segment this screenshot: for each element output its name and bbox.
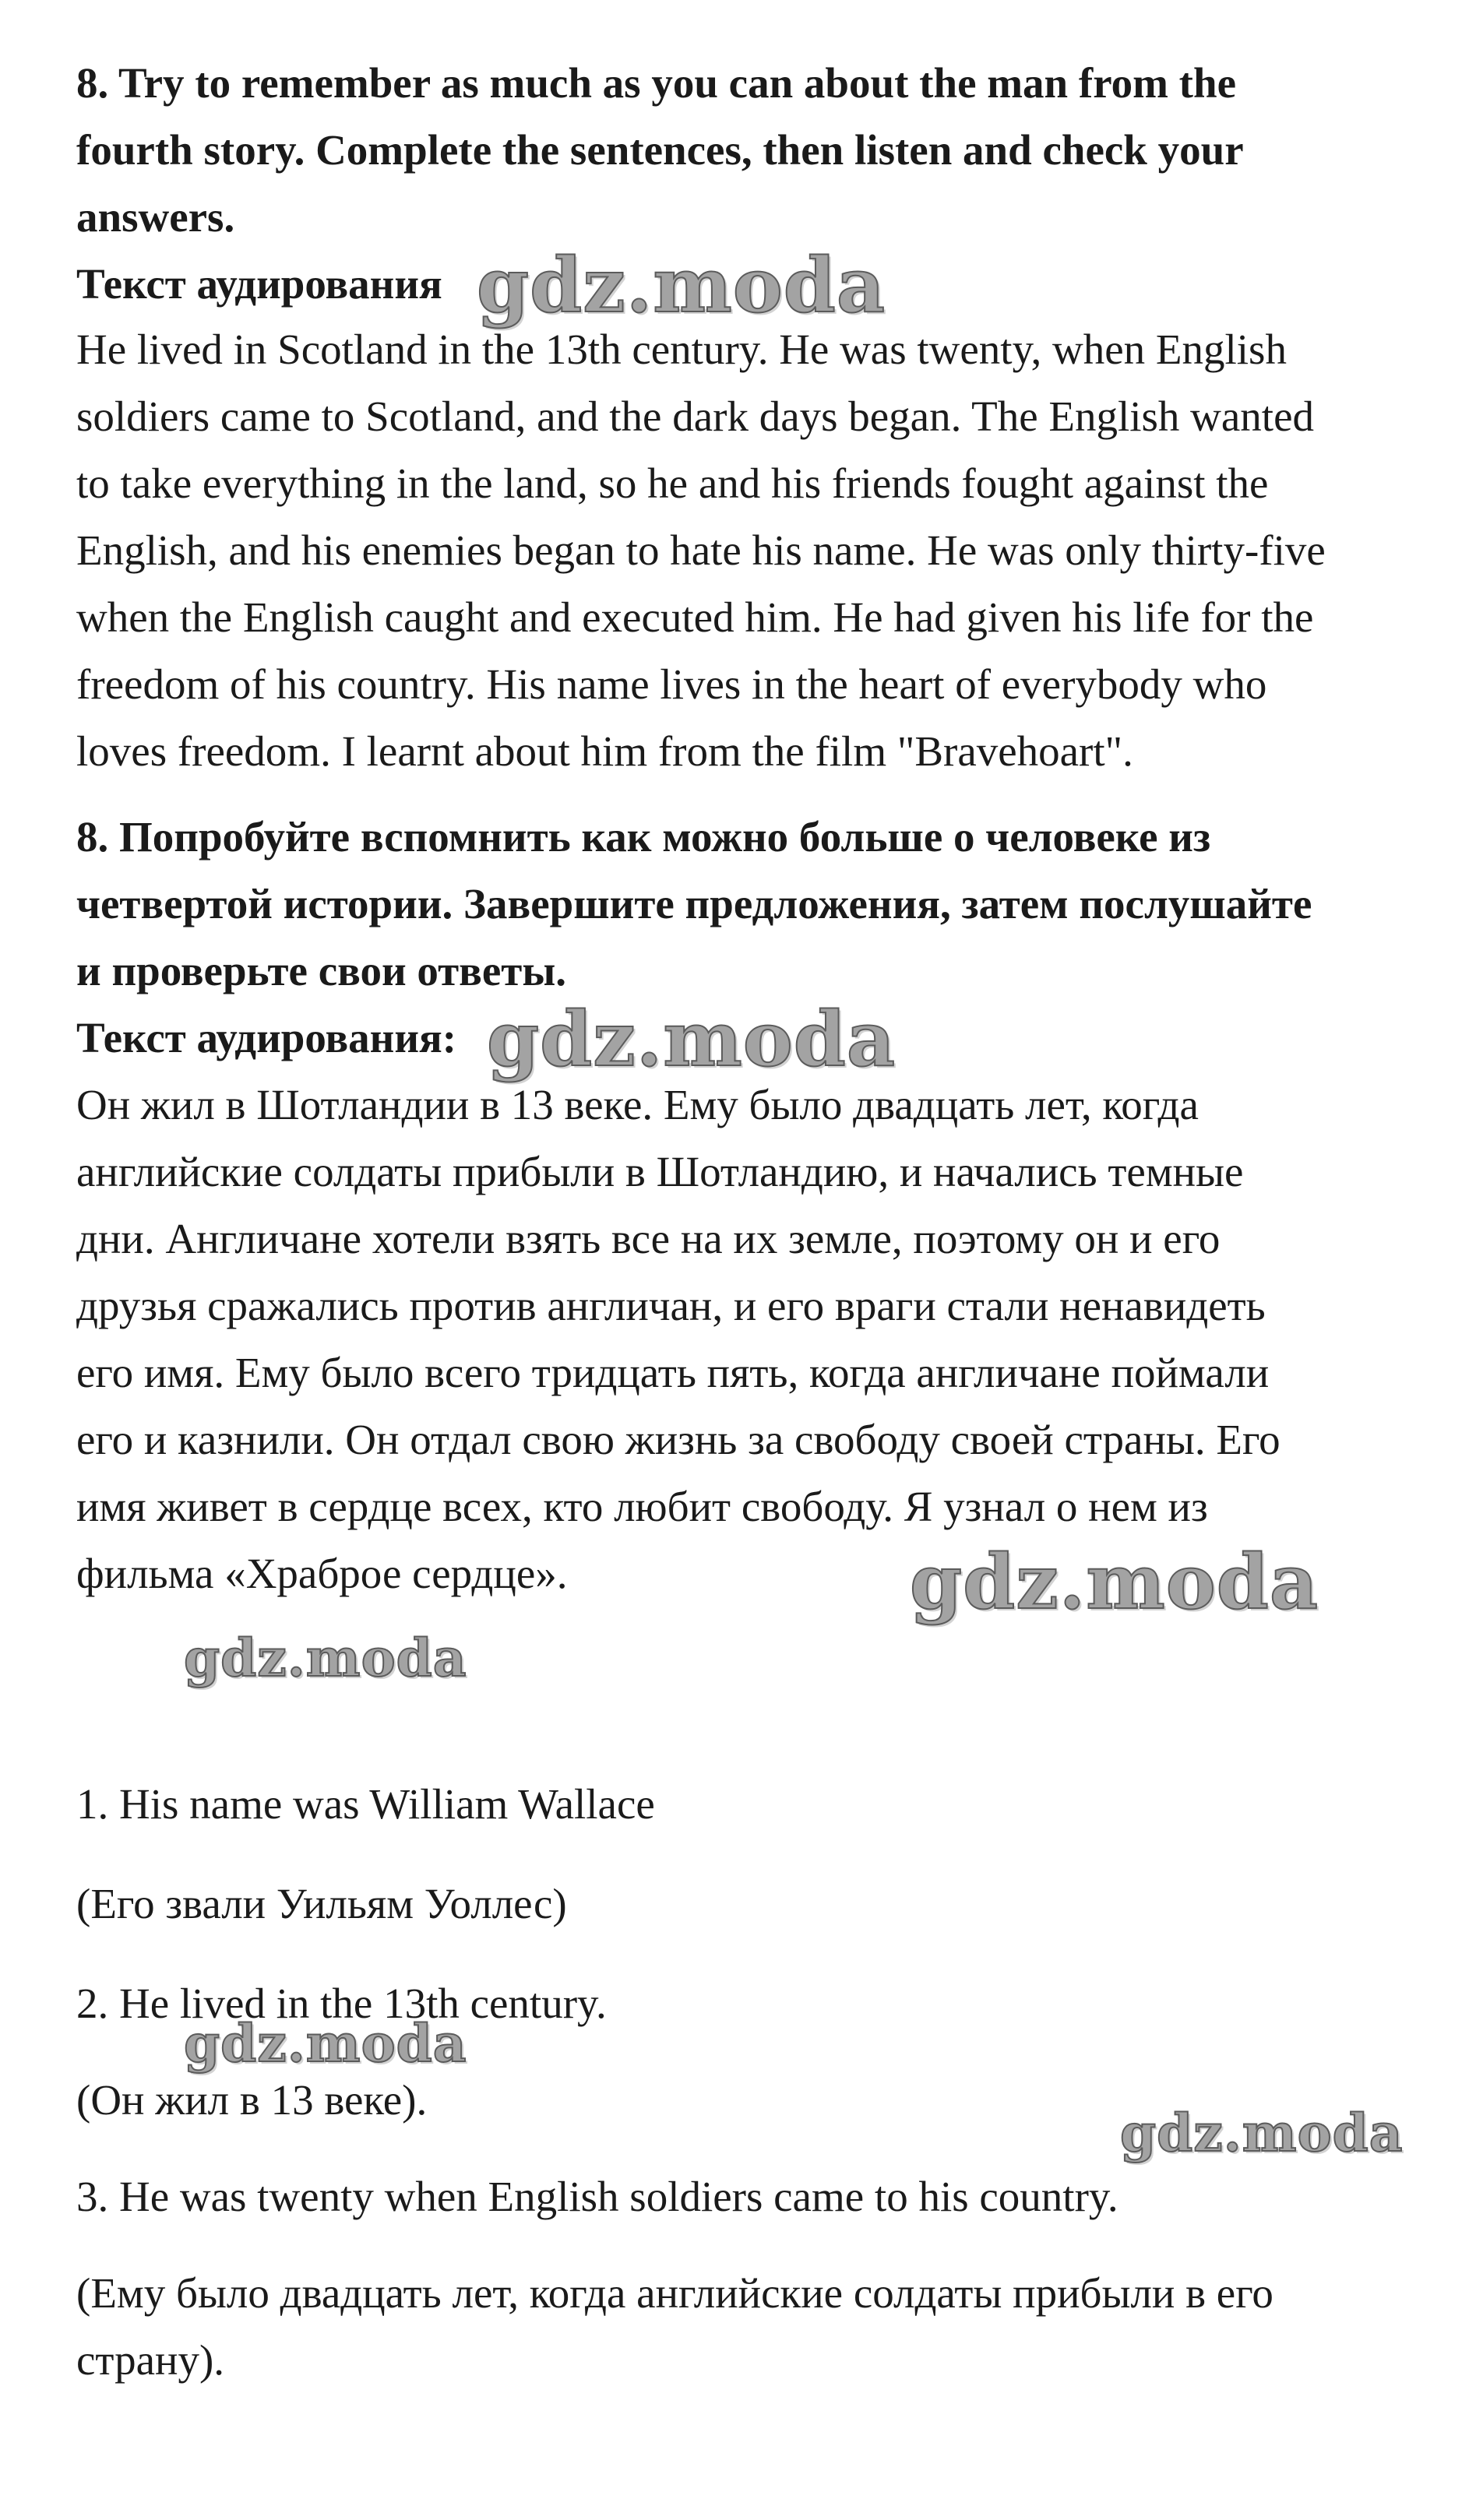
watermark: gdz.moda [910, 1538, 1319, 1626]
answer-translation: (Он жил в 13 веке). [76, 2076, 428, 2124]
listening-text-en-line: when the English caught and executed him. He had given his life for the [76, 593, 1314, 641]
listening-text-en-line: to take everything in the land, so he and his friends fought against the [76, 459, 1269, 507]
exercise-heading-en-line: answers. [76, 193, 235, 241]
exercise-heading-en-line: 8. Try to remember as much as you can about the man from the [76, 59, 1237, 107]
listening-text-ru-line: его и казнили. Он отдал свою жизнь за свободу своей страны. Его [76, 1416, 1280, 1463]
watermark: gdz.moda [184, 1628, 467, 1688]
listening-text-ru-line: друзья сражались против англичан, и его враги стали ненавидеть [76, 1282, 1266, 1329]
listening-text-ru-line: фильма «Храброе сердце». [76, 1550, 568, 1597]
listening-text-en-line: freedom of his country. His name lives in the heart of everybody who [76, 660, 1267, 708]
watermark: gdz.moda [1120, 2103, 1404, 2163]
exercise-heading-ru-line: и проверьте свои ответы. [76, 947, 567, 994]
watermark: gdz.moda [487, 995, 897, 1083]
answer-item: 3. He was twenty when English soldiers came to his country. [76, 2173, 1118, 2220]
listening-text-ru-line: дни. Англичане хотели взять все на их земле, поэтому он и его [76, 1215, 1221, 1262]
listening-text-en-line: soldiers came to Scotland, and the dark days began. The English wanted [76, 392, 1314, 440]
exercise-heading-ru-line: 8. Попробуйте вспомнить как можно больше о человеке из [76, 813, 1211, 861]
listening-text-en-line: He lived in Scotland in the 13th century. He was twenty, when English [76, 326, 1287, 373]
answer-translation: страну). [76, 2336, 225, 2384]
answer-item: 1. His name was William Wallace [76, 1780, 655, 1828]
listening-text-ru-line: английские солдаты прибыли в Шотландию, и начались темные [76, 1148, 1244, 1195]
exercise-heading-ru-line: четвертой истории. Завершите предложения, затем послушайте [76, 880, 1312, 927]
listening-text-en-line: loves freedom. I learnt about him from the film "Bravehoart". [76, 727, 1133, 775]
listening-label-ru: Текст аудирования: [76, 1014, 457, 1061]
answer-translation: (Ему было двадцать лет, когда английские солдаты прибыли в его [76, 2269, 1273, 2317]
watermark: gdz.moda [477, 241, 886, 329]
watermark: gdz.moda [184, 2013, 467, 2074]
answer-translation: (Его звали Уильям Уоллес) [76, 1880, 567, 1927]
exercise-heading-en-line: fourth story. Complete the sentences, then listen and check your [76, 126, 1244, 174]
listening-text-ru-line: Он жил в Шотландии в 13 веке. Ему было двадцать лет, когда [76, 1081, 1199, 1128]
listening-text-ru-line: его имя. Ему было всего тридцать пять, когда англичане поймали [76, 1349, 1270, 1396]
listening-label-en: Текст аудирования [76, 260, 442, 308]
listening-text-ru-line: имя живет в сердце всех, кто любит свободу. Я узнал о нем из [76, 1483, 1208, 1530]
listening-text-en-line: English, and his enemies began to hate his name. He was only thirty-five [76, 526, 1326, 574]
answer-item: 2. He lived in the 13th century. [76, 1980, 607, 2027]
